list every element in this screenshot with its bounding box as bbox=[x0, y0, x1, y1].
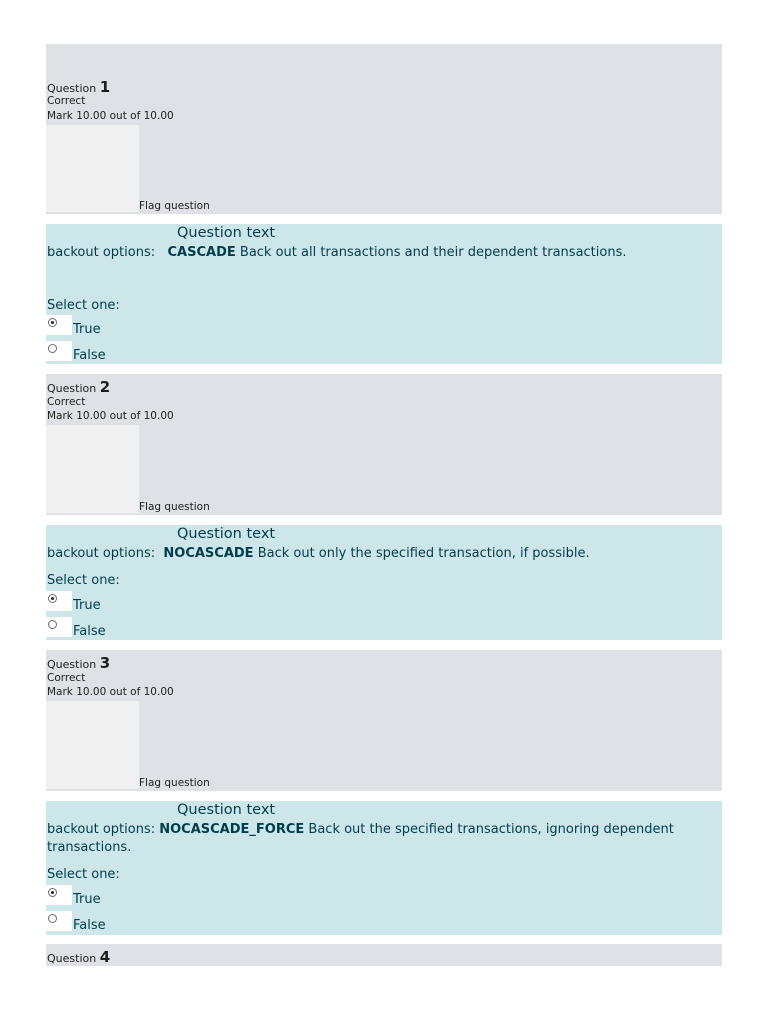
option-label-false-3[interactable]: False bbox=[73, 918, 106, 933]
option-true-2[interactable] bbox=[46, 591, 72, 611]
option-label-true-2[interactable]: True bbox=[73, 598, 101, 613]
question-body-2: backout options: NOCASCADE Back out only the specified transaction, if possible. bbox=[47, 546, 590, 561]
flag-box-3 bbox=[46, 701, 139, 789]
flag-question-1[interactable]: Flag question bbox=[139, 200, 210, 212]
question-body-1: backout options: CASCADE Back out all transactions and their dependent transactions. bbox=[47, 245, 627, 260]
radio-checked-icon[interactable] bbox=[48, 594, 57, 603]
radio-checked-icon[interactable] bbox=[48, 318, 57, 327]
question-text-panel-2 bbox=[46, 525, 722, 640]
question-state-1: Correct bbox=[47, 95, 86, 107]
question-info-1 bbox=[46, 44, 722, 214]
question-grade-3: Mark 10.00 out of 10.00 bbox=[47, 686, 174, 698]
select-one-2: Select one: bbox=[47, 573, 120, 588]
question-state-3: Correct bbox=[47, 672, 86, 684]
flag-box-2 bbox=[46, 425, 139, 513]
option-label-false-2[interactable]: False bbox=[73, 624, 106, 639]
question-info-3 bbox=[46, 650, 722, 791]
question-state-2: Correct bbox=[47, 396, 86, 408]
question-info-2 bbox=[46, 374, 722, 515]
option-label-false-1[interactable]: False bbox=[73, 348, 106, 363]
question-number-2: Question 2 bbox=[47, 378, 111, 396]
option-false-3[interactable] bbox=[46, 911, 72, 931]
option-false-2[interactable] bbox=[46, 617, 72, 637]
option-true-3[interactable] bbox=[46, 885, 72, 905]
question-text-panel-3 bbox=[46, 801, 722, 935]
flag-question-2[interactable]: Flag question bbox=[139, 501, 210, 513]
option-false-1[interactable] bbox=[46, 341, 72, 361]
option-label-true-1[interactable]: True bbox=[73, 322, 101, 337]
flag-box-1 bbox=[46, 125, 139, 212]
option-label-true-3[interactable]: True bbox=[73, 892, 101, 907]
radio-checked-icon[interactable] bbox=[48, 888, 57, 897]
question-body-3: backout options: NOCASCADE_FORCE Back out the specified transactions, ignoring dependent transactions. bbox=[47, 822, 674, 855]
radio-unchecked-icon[interactable] bbox=[48, 344, 57, 353]
question-text-heading-3: Question text bbox=[177, 802, 276, 818]
question-grade-2: Mark 10.00 out of 10.00 bbox=[47, 410, 174, 422]
question-text-panel-1 bbox=[46, 224, 722, 364]
radio-unchecked-icon[interactable] bbox=[48, 620, 57, 629]
option-true-1[interactable] bbox=[46, 315, 72, 335]
question-number-1: Question 1 bbox=[47, 78, 111, 96]
question-text-heading-1: Question text bbox=[177, 225, 276, 241]
select-one-3: Select one: bbox=[47, 867, 120, 882]
flag-question-3[interactable]: Flag question bbox=[139, 777, 210, 789]
question-grade-1: Mark 10.00 out of 10.00 bbox=[47, 110, 174, 122]
radio-unchecked-icon[interactable] bbox=[48, 914, 57, 923]
question-info-4 bbox=[46, 944, 722, 966]
question-number-3: Question 3 bbox=[47, 654, 111, 672]
question-text-heading-2: Question text bbox=[177, 526, 276, 542]
select-one-1: Select one: bbox=[47, 298, 120, 313]
question-number-4: Question 4 bbox=[47, 948, 111, 966]
